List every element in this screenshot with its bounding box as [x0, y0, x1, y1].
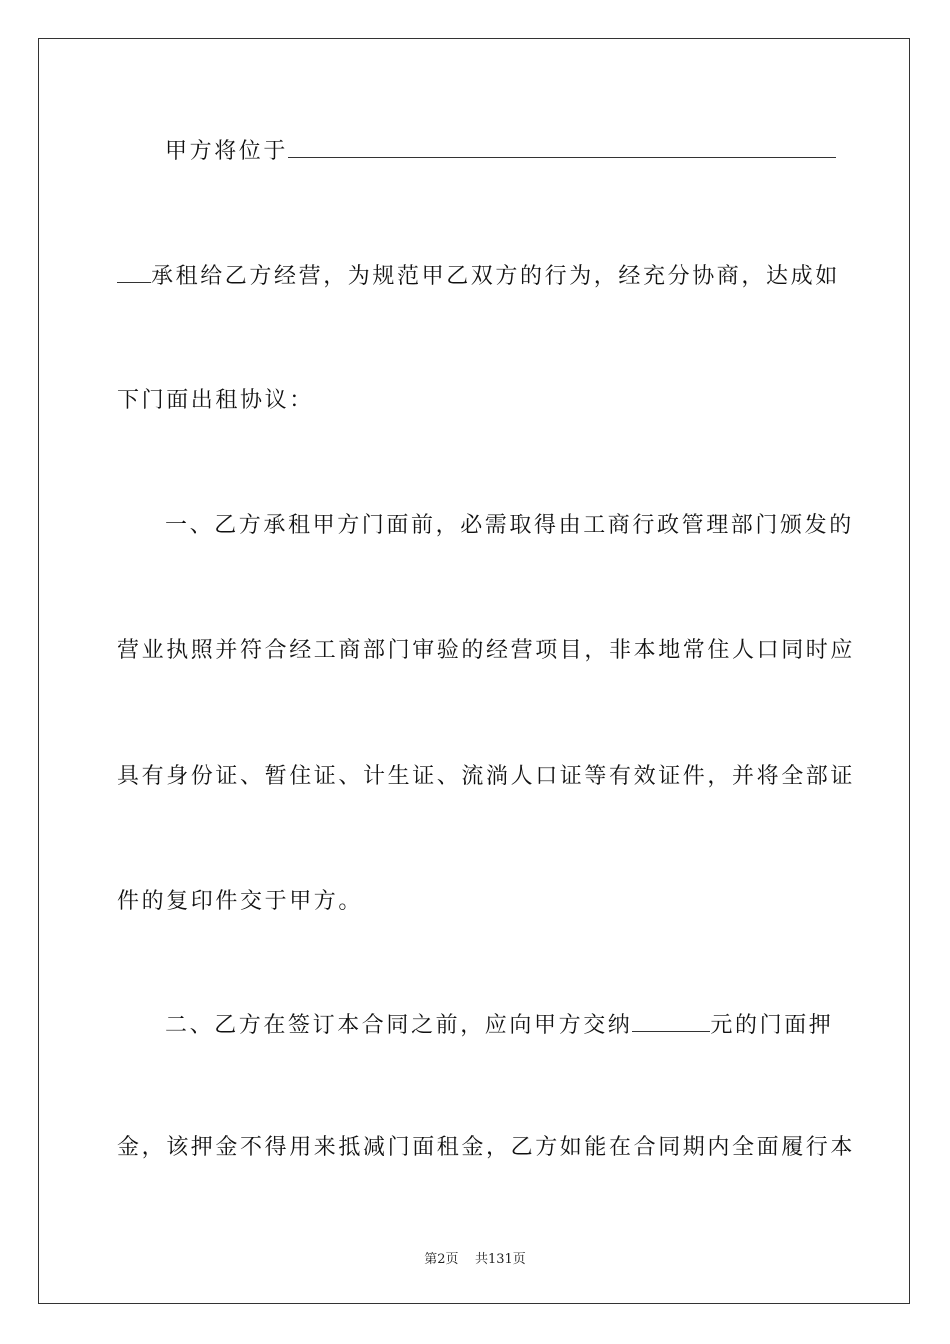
paragraph-line-2 — [117, 262, 840, 292]
blank-fill-line — [288, 139, 836, 158]
line-text: 甲方将位于 — [165, 139, 289, 164]
clause-2-line-2 — [117, 1133, 856, 1163]
line-text: 承租给乙方经营，为规范甲乙双方的行为，经充分协商，达成如 — [151, 264, 840, 289]
line-text: 一、乙方承租甲方门面前，必需取得由工商行政管理部门颁发的 — [165, 513, 854, 538]
paragraph-line-3 — [117, 386, 833, 416]
line-text-tail: 元的门面押 — [710, 1013, 834, 1038]
clause-1-line-3 — [117, 762, 856, 792]
clause-2-line-1 — [165, 1011, 833, 1041]
page-number-footer: 第2页 共131页 — [424, 1252, 526, 1267]
line-text: 二、乙方在签订本合同之前，应向甲方交纳 — [165, 1013, 633, 1038]
clause-1-line-2 — [117, 636, 856, 666]
page-border — [38, 38, 910, 1304]
blank-fill-line — [632, 1013, 710, 1032]
line-text: 下门面出租协议： — [117, 388, 314, 413]
clause-1-line-1 — [165, 511, 854, 541]
line-text: 具有身份证、暂住证、计生证、流淌人口证等有效证件，并将全部证 — [117, 764, 856, 789]
clause-1-line-4 — [117, 887, 833, 917]
paragraph-line-1 — [165, 137, 833, 167]
line-text: 金，该押金不得用来抵减门面租金，乙方如能在合同期内全面履行本 — [117, 1135, 856, 1160]
line-text: 营业执照并符合经工商部门审验的经营项目，非本地常住人口同时应 — [117, 638, 856, 663]
blank-fill-line — [117, 264, 151, 283]
line-text: 件的复印件交于甲方。 — [117, 889, 364, 914]
